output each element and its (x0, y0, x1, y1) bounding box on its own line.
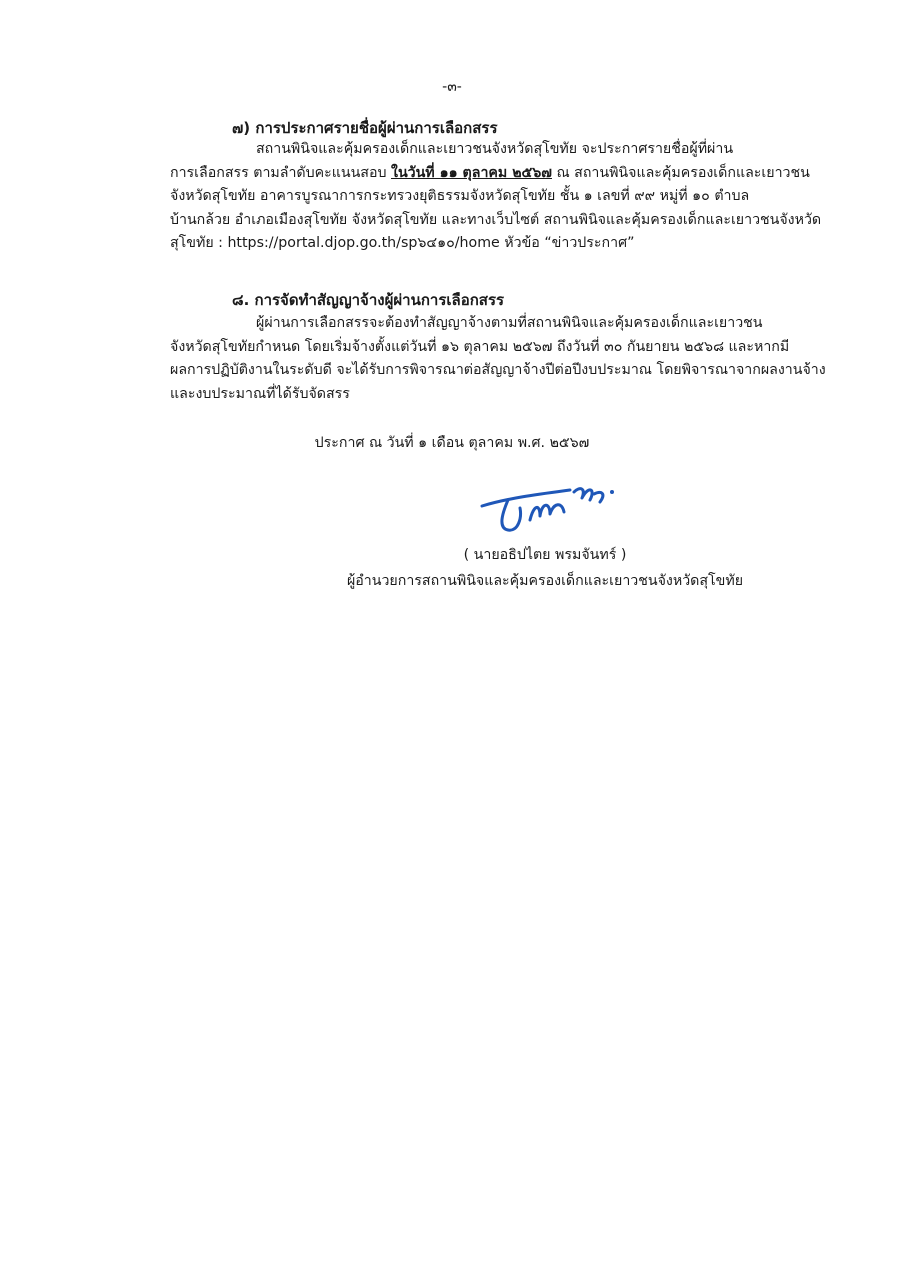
section-7-line-2-start: การเลือกสรร ตามลำดับคะแนนสอบ (170, 164, 392, 181)
section-7-line-1: สถานพินิจและคุ้มครองเด็กและเยาวชนจังหวัดสุโขทัย จะประกาศรายชื่อผู้ที่ผ่าน (256, 141, 734, 157)
signatory-position: ผู้อำนวยการสถานพินิจและคุ้มครองเด็กและเยาวชนจังหวัดสุโขทัย (346, 573, 744, 589)
section-7-heading: ๗) การประกาศรายชื่อผู้ผ่านการเลือกสรร (232, 119, 498, 137)
section-7-line-4: บ้านกล้วย อำเภอเมืองสุโขทัย จังหวัดสุโขทัย และทางเว็บไซต์ สถานพินิจและคุ้มครองเด็กและเยาวชนจังหวัด (170, 211, 822, 228)
section-7-line-2-end: ณ สถานพินิจและคุ้มครองเด็กและเยาวชน (551, 164, 810, 181)
announcement-date: ประกาศ ณ วันที่ ๑ เดือน ตุลาคม พ.ศ. ๒๕๖๗ (314, 435, 590, 451)
result-date-emphasis: ในวันที่ ๑๑ ตุลาคม ๒๕๖๗ (391, 164, 552, 181)
signatory-name: ( นายอธิปไตย พรมจันทร์ ) (463, 547, 627, 563)
signature-icon (478, 480, 628, 540)
section-8-line-4: และงบประมาณที่ได้รับจัดสรร (170, 385, 350, 402)
section-8-line-1: ผู้ผ่านการเลือกสรรจะต้องทำสัญญาจ้างตามที่สถานพินิจและคุ้มครองเด็กและเยาวชน (256, 315, 763, 331)
section-8-line-3: ผลการปฏิบัติงานในระดับดี จะได้รับการพิจารณาต่อสัญญาจ้างปีต่อปีงบประมาณ โดยพิจารณาจากผลงานจ้าง (170, 362, 826, 379)
section-7-body (170, 138, 822, 256)
section-7-line-3: จังหวัดสุโขทัย อาคารบูรณาการกระทรวงยุติธรรมจังหวัดสุโขทัย ชั้น ๑ เลขที่ ๙๙ หมู่ที่ ๑๐ ตำบล (170, 188, 750, 205)
section-8-body (170, 312, 826, 406)
section-8-line-2: จังหวัดสุโขทัยกำหนด โดยเริ่มจ้างตั้งแต่วันที่ ๑๖ ตุลาคม ๒๕๖๗ ถึงวันที่ ๓๐ กันยายน ๒๕๖๘ และหากมี (170, 338, 790, 355)
section-8-heading: ๘. การจัดทำสัญญาจ้างผู้ผ่านการเลือกสรร (232, 291, 505, 309)
section-7-line-2 (170, 162, 808, 186)
section-7-line-5: สุโขทัย : https://portal.djop.go.th/sp๖๔๑๐/home หัวข้อ “ข่าวประกาศ” (170, 235, 635, 252)
page-number: -๓- (442, 79, 462, 95)
